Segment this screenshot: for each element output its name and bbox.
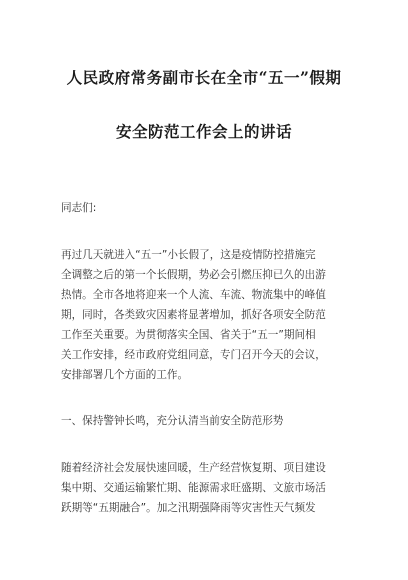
paragraph-2-line-2: 集中期、交通运输繁忙期、能源需求旺盛期、文旅市场活 [61, 482, 326, 494]
paragraph-1-line-6: 关工作安排，经市政府党组同意，专门召开今天的会议， [61, 349, 326, 361]
paragraph-1-line-5: 工作至关重要。为贯彻落实全国、省关于“五一”期间相 [61, 329, 316, 341]
paragraph-2-line-3: 跃期等“五期融合”。加之汛期强降雨等灾害性天气频发 [61, 502, 316, 514]
paragraph-1-line-1: 再过几天就进入“五一”小长假了，这是疫情防控措施完 [61, 249, 316, 261]
paragraph-1-line-4: 期，同时，各类致灾因素将显著增加，抓好各项安全防范 [61, 309, 326, 321]
salutation: 同志们: [61, 202, 97, 214]
section-1-heading: 一、保持警钟长鸣，充分认清当前安全防范形势 [61, 415, 284, 427]
paragraph-2-line-1: 随着经济社会发展快速回暖，生产经营恢复期、项目建设 [61, 462, 326, 474]
document-title-line-2: 安全防范工作会上的讲话 [115, 122, 292, 141]
paragraph-1-line-3: 热情。全市各地将迎来一个人流、车流、物流集中的峰值 [61, 289, 326, 301]
document-title-line-1: 人民政府常务副市长在全市“五一”假期 [66, 68, 342, 87]
paragraph-1-line-2: 全调整之后的第一个长假期，势必会引燃压抑已久的出游 [61, 269, 326, 281]
paragraph-1-line-7: 安排部署几个方面的工作。 [61, 369, 189, 381]
